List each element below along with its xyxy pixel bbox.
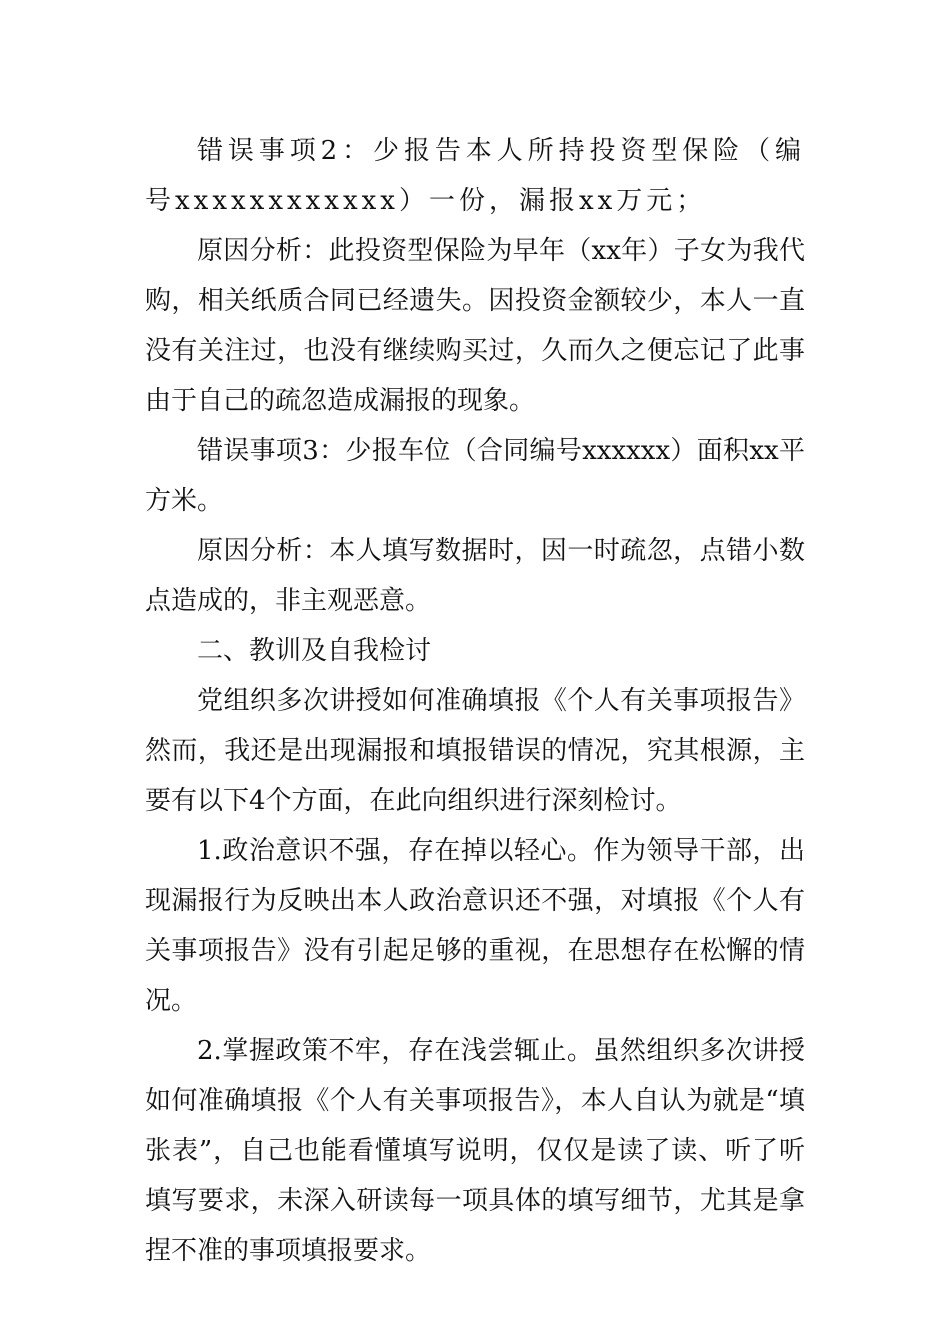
paragraph-cause-analysis-2: 原因分析：本人填写数据时，因一时疏忽，点错小数点造成的，非主观恶意。 [145,536,805,616]
paragraph-error-item-2: 错误事项2：少报告本人所持投资型保险（编号xxxxxxxxxxxx）一份，漏报xx万元； [145,136,805,216]
paragraph-point-1: 1.政治意识不强，存在掉以轻心。作为领导干部，出现漏报行为反映出本人政治意识还不强，对填报《个人有关事项报告》没有引起足够的重视，在思想存在松懈的情况。 [145,836,805,1016]
paragraph-intro-review: 党组织多次讲授如何准确填报《个人有关事项报告》然而，我还是出现漏报和填报错误的情况，究其根源，主要有以下4个方面，在此向组织进行深刻检讨。 [145,686,805,816]
document-body [145,126,805,1276]
paragraph-point-2: 2.掌握政策不牢，存在浅尝辄止。虽然组织多次讲授如何准确填报《个人有关事项报告》，本人自认为就是“填张表”，自己也能看懂填写说明，仅仅是读了读、听了听填写要求，未深入研读每一项具体的填写细节，尤其是拿捏不准的事项填报要求。 [145,1036,805,1266]
paragraph-error-item-3: 错误事项3：少报车位（合同编号xxxxxx）面积xx平方米。 [145,436,805,516]
paragraph-cause-analysis-1: 原因分析：此投资型保险为早年（xx年）子女为我代购，相关纸质合同已经遗失。因投资金额较少，本人一直没有关注过，也没有继续购买过，久而久之便忘记了此事由于自己的疏忽造成漏报的现象。 [145,236,805,416]
section-heading-lessons: 二、教训及自我检讨 [197,636,432,666]
